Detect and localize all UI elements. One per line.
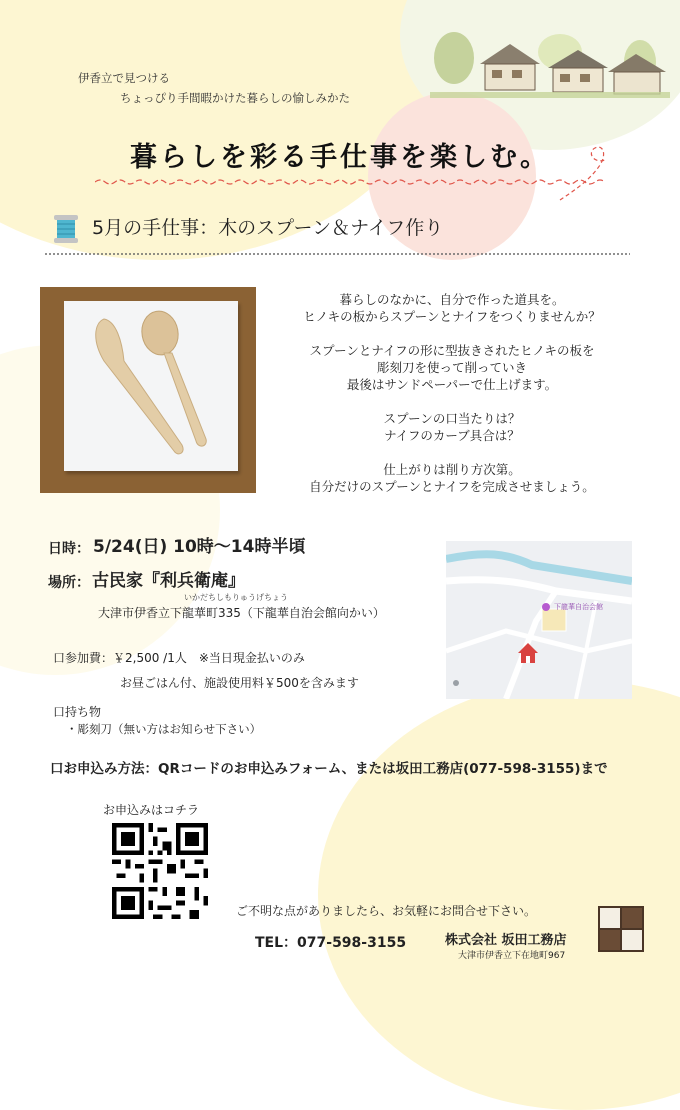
wooden-utensils — [64, 301, 238, 471]
thread-spool-icon — [50, 212, 82, 246]
description-line: 暮らしのなかに、自分で作った道具を。 — [339, 292, 565, 307]
description-line — [262, 444, 642, 461]
event-description — [262, 291, 642, 495]
location-map[interactable] — [446, 541, 632, 699]
description-line: 最後はサンドペーパーで仕上げます。 — [346, 377, 558, 392]
description-line: 彫刻刀を使って削っていき — [376, 360, 527, 375]
company-address: 大津市伊香立下在地町967 — [458, 951, 566, 961]
description-line: スプーンの口当たりは？ — [383, 411, 521, 426]
description-line — [262, 325, 642, 342]
brand-logo-mark — [598, 906, 644, 952]
company-name: 株式会社 坂田工務店 — [445, 933, 567, 948]
map-poi-label: 下龍華自治会館 — [554, 603, 603, 611]
event-heading: 5月の手仕事：木のスプーン＆ナイフ作り — [92, 217, 444, 239]
date-label: 日時： — [48, 541, 90, 557]
subtitle-line-2: ちょっぴり手間暇かけた暮らしの愉しみかた — [120, 91, 350, 105]
thread-swirl — [555, 140, 615, 210]
bring-item: ・彫刻刀（無い方はお知らせ下さい） — [66, 722, 262, 736]
fee-note: お昼ごはん付、施設使用料￥500を含みます — [120, 676, 359, 690]
qr-caption: お申込みはコチラ — [103, 803, 200, 817]
bring-label: 口持ち物 — [53, 705, 102, 719]
subtitle-line-1: 伊香立で見つける — [78, 71, 170, 85]
description-line: ナイフのカーブ具合は？ — [384, 428, 520, 443]
description-line: 仕上がりは削り方次第。 — [383, 462, 521, 477]
date-value: 5/24(日) 10時～14時半頃 — [93, 537, 306, 557]
white-tile — [64, 301, 238, 471]
page-title: 暮らしを彩る手仕事を楽しむ。 — [130, 142, 550, 173]
place-label: 場所： — [48, 575, 90, 591]
application-method: 口お申込み方法：QRコードのお申込みフォーム、または坂田工務店(077-598-3155)まで — [50, 761, 608, 777]
place-value: 古民家『利兵衛庵』 — [92, 571, 245, 591]
village-illustration — [430, 22, 670, 102]
description-line: スプーンとナイフの形に型抜きされたヒノキの板を — [309, 343, 595, 358]
qr-code[interactable] — [112, 823, 208, 919]
place-ruby: いかだちしもりゅうげちょう — [184, 593, 288, 602]
stitch-divider — [45, 250, 630, 258]
brand-logo — [598, 906, 644, 952]
description-line: 自分だけのスプーンとナイフを完成させましょう。 — [309, 479, 595, 494]
description-line — [262, 393, 642, 410]
poi-marker-icon — [542, 603, 550, 611]
map-roads — [446, 541, 632, 699]
inquiry-note: ご不明な点がありましたら、お気軽にお問合せ下さい。 — [236, 904, 537, 918]
wavy-divider — [95, 176, 615, 188]
participation-fee: 口参加費：￥2,500 /1人 ※当日現金払いのみ — [53, 651, 305, 665]
bg-cream-circle-bottom — [318, 680, 680, 1110]
spoon-knife-photo — [40, 287, 256, 493]
description-line: ヒノキの板からスプーンとナイフをつくりませんか？ — [303, 309, 601, 324]
qr-code-image — [112, 823, 208, 919]
phone-number: TEL：077-598-3155 — [255, 935, 407, 951]
venue-address: 大津市伊香立下龍華町335（下龍華自治会館向かい） — [98, 606, 385, 620]
